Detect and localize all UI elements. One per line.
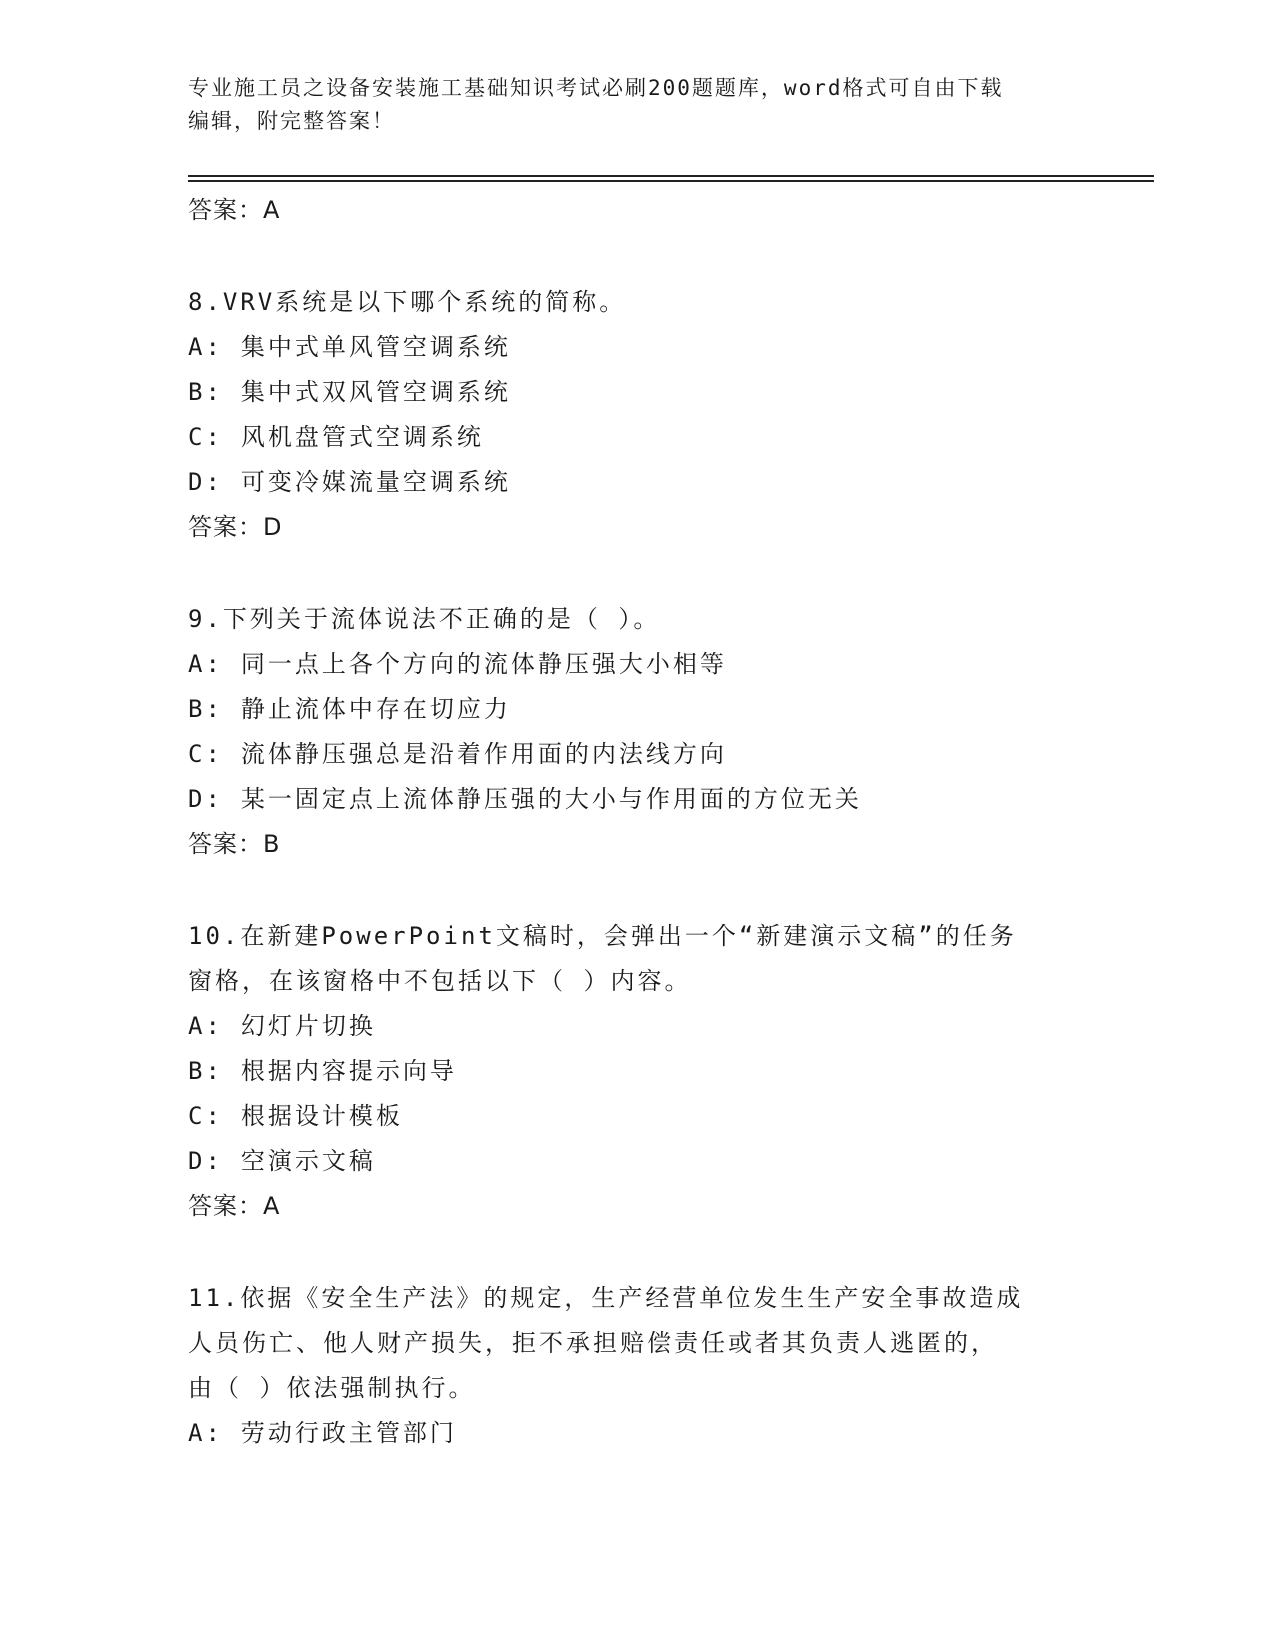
option-c	[188, 732, 1088, 777]
option-letter: D:	[188, 1147, 223, 1175]
header-divider-top	[188, 175, 1154, 177]
option-text: 流体静压强总是沿着作用面的内法线方向	[240, 740, 727, 768]
option-letter: B:	[188, 1057, 223, 1085]
option-b	[188, 1049, 1088, 1094]
option-text: 根据内容提示向导	[240, 1057, 457, 1085]
option-text: 集中式单风管空调系统	[240, 333, 511, 361]
option-text: 静止流体中存在切应力	[240, 695, 511, 723]
option-text: 空演示文稿	[240, 1147, 376, 1175]
option-letter: A:	[188, 333, 223, 361]
option-letter: C:	[188, 423, 223, 451]
option-text: 可变冷媒流量空调系统	[240, 468, 511, 496]
answer-line: 答案：D	[188, 513, 283, 541]
header-divider-bottom	[188, 180, 1154, 182]
option-d	[188, 1139, 1088, 1184]
option-text: 根据设计模板	[240, 1102, 403, 1130]
option-text: 某一固定点上流体静压强的大小与作用面的方位无关	[240, 785, 862, 813]
option-text: 风机盘管式空调系统	[240, 423, 484, 451]
option-letter: D:	[188, 785, 223, 813]
question-stem: 8.VRV系统是以下哪个系统的简称。	[188, 288, 627, 316]
question-8	[188, 280, 1088, 550]
question-9	[188, 597, 1088, 867]
option-text: 幻灯片切换	[240, 1012, 376, 1040]
question-10	[188, 914, 1088, 1229]
option-letter: A:	[188, 1419, 223, 1447]
option-letter: B:	[188, 695, 223, 723]
option-a	[188, 642, 1088, 687]
option-b	[188, 370, 1088, 415]
option-letter: C:	[188, 1102, 223, 1130]
option-letter: B:	[188, 378, 223, 406]
option-letter: D:	[188, 468, 223, 496]
option-c	[188, 1094, 1088, 1139]
document-header	[188, 72, 1088, 138]
option-text: 同一点上各个方向的流体静压强大小相等	[240, 650, 727, 678]
question-stem-line: 11.依据《安全生产法》的规定，生产经营单位发生生产安全事故造成	[188, 1284, 1024, 1312]
option-a	[188, 1411, 1088, 1456]
option-letter: A:	[188, 1012, 223, 1040]
document-body	[188, 188, 1088, 1456]
option-a	[188, 325, 1088, 370]
question-stem-line: 人员伤亡、他人财产损失，拒不承担赔偿责任或者其负责人逃匿的，	[188, 1329, 998, 1357]
question-stem-line: 由（ ）依法强制执行。	[188, 1374, 476, 1402]
header-line-2: 编辑，附完整答案！	[188, 109, 395, 133]
option-d	[188, 777, 1088, 822]
question-stem-line: 10.在新建PowerPoint文稿时，会弹出一个“新建演示文稿”的任务	[188, 922, 1017, 950]
question-11	[188, 1276, 1088, 1456]
option-b	[188, 687, 1088, 732]
header-line-1: 专业施工员之设备安装施工基础知识考试必刷200题题库，word格式可自由下载	[188, 76, 1004, 100]
option-text: 劳动行政主管部门	[240, 1419, 457, 1447]
answer-line: 答案：A	[188, 1192, 281, 1220]
option-d	[188, 460, 1088, 505]
option-letter: A:	[188, 650, 223, 678]
option-a	[188, 1004, 1088, 1049]
option-text: 集中式双风管空调系统	[240, 378, 511, 406]
question-stem-line: 窗格，在该窗格中不包括以下（ ）内容。	[188, 967, 692, 995]
answer-line: 答案：A	[188, 196, 281, 224]
option-c	[188, 415, 1088, 460]
option-letter: C:	[188, 740, 223, 768]
answer-line: 答案：B	[188, 830, 281, 858]
question-stem: 9.下列关于流体说法不正确的是（ ）。	[188, 605, 661, 633]
